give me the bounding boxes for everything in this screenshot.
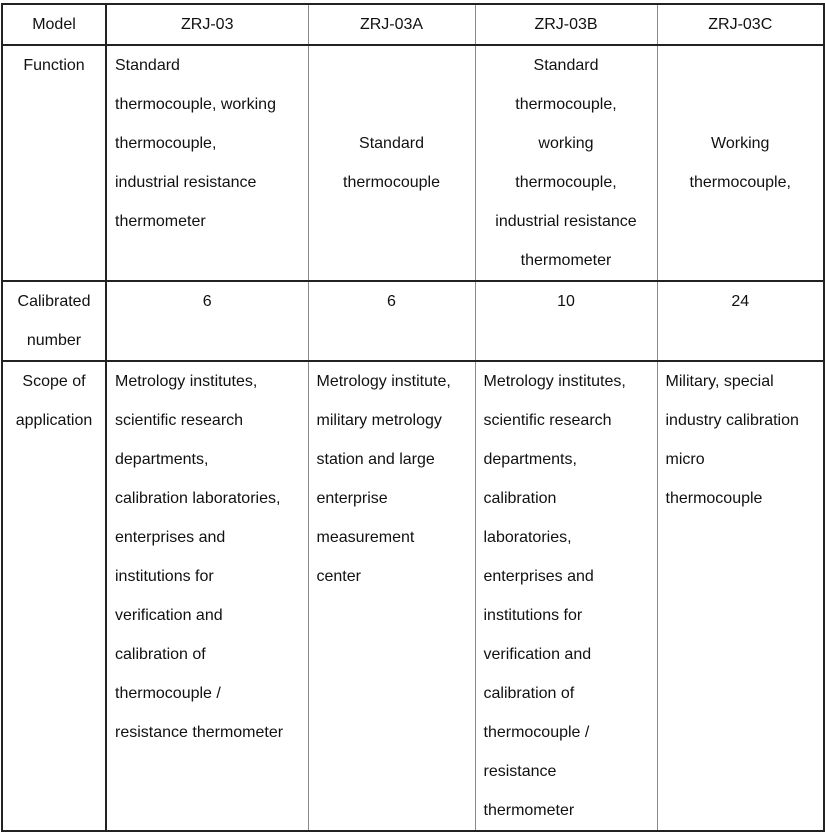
text-line: thermocouple / xyxy=(483,724,590,741)
number-value: 24 xyxy=(731,293,750,310)
text-line: working xyxy=(538,135,594,152)
text-line: thermometer xyxy=(483,802,575,819)
text-line: Metrology institutes, xyxy=(115,373,258,390)
header-row xyxy=(2,4,824,45)
text-line: station and large xyxy=(316,451,435,468)
text-line: resistance xyxy=(483,763,557,780)
text-line: departments, xyxy=(483,451,577,468)
text-line: enterprises and xyxy=(115,529,226,546)
text-line: Standard xyxy=(359,135,424,152)
scope-zrj03 xyxy=(106,361,308,831)
text-line: thermocouple xyxy=(343,174,440,191)
scope-zrj03a xyxy=(308,361,475,831)
text-line: Standard xyxy=(533,57,599,74)
text-line: thermocouple xyxy=(665,490,763,507)
text-line: center xyxy=(316,568,361,585)
model-label: Model xyxy=(32,16,76,33)
text-line: industry calibration xyxy=(665,412,799,429)
text-line: laboratories, xyxy=(483,529,572,546)
text-line: thermocouple / xyxy=(115,685,221,702)
text-line: calibration of xyxy=(115,646,206,663)
function-zrj03c xyxy=(657,45,824,281)
text-line: departments, xyxy=(115,451,209,468)
text-line: number xyxy=(26,332,82,349)
number-zrj03b xyxy=(475,281,657,361)
text-line: Working xyxy=(711,135,770,152)
model-name: ZRJ-03A xyxy=(359,16,424,33)
text-line: industrial resistance xyxy=(115,174,257,191)
text-line: application xyxy=(15,412,93,429)
text-line: Calibrated xyxy=(17,293,91,310)
scope-label-cell xyxy=(2,361,106,831)
text-line: military metrology xyxy=(316,412,442,429)
text-line: thermocouple, working xyxy=(115,96,276,113)
model-label-cell xyxy=(2,4,106,45)
text-line: measurement xyxy=(316,529,415,546)
text-line: verification and xyxy=(483,646,592,663)
number-zrj03 xyxy=(106,281,308,361)
text-line: enterprise xyxy=(316,490,388,507)
spec-table xyxy=(1,3,825,832)
number-label-cell xyxy=(2,281,106,361)
number-value: 6 xyxy=(387,293,396,310)
text-line: scientific research xyxy=(115,412,244,429)
text-line: Standard xyxy=(115,57,180,74)
function-zrj03 xyxy=(106,45,308,281)
text-line: thermometer xyxy=(520,252,612,269)
text-line: calibration laboratories, xyxy=(115,490,281,507)
calibrated-number-row xyxy=(2,281,824,361)
text-line: Metrology institute, xyxy=(316,373,451,390)
text-line: Metrology institutes, xyxy=(483,373,626,390)
function-row xyxy=(2,45,824,281)
text-line: Military, special xyxy=(665,373,774,390)
number-value: 10 xyxy=(557,293,575,310)
model-name: ZRJ-03C xyxy=(708,16,773,33)
model-name: ZRJ-03 xyxy=(181,16,234,33)
scope-zrj03c xyxy=(657,361,824,831)
text-line: verification and xyxy=(115,607,223,624)
model-header-zrj03b xyxy=(475,4,657,45)
scope-row xyxy=(2,361,824,831)
number-zrj03a xyxy=(308,281,475,361)
text-line: thermometer xyxy=(115,213,206,230)
text-line: Scope of xyxy=(22,373,86,390)
text-line: industrial resistance xyxy=(495,213,637,230)
function-zrj03a xyxy=(308,45,475,281)
model-name: ZRJ-03B xyxy=(534,16,598,33)
text-line: thermocouple, xyxy=(689,174,791,191)
text-line: calibration of xyxy=(483,685,575,702)
text-line: thermocouple, xyxy=(515,174,617,191)
model-header-zrj03a xyxy=(308,4,475,45)
model-header-zrj03c xyxy=(657,4,824,45)
text-line: micro xyxy=(665,451,705,468)
text-line: scientific research xyxy=(483,412,612,429)
text-line: institutions for xyxy=(115,568,214,585)
function-label: Function xyxy=(23,57,85,74)
number-value: 6 xyxy=(202,293,212,310)
text-line: institutions for xyxy=(483,607,583,624)
text-line: calibration xyxy=(483,490,557,507)
text-line: resistance thermometer xyxy=(115,724,284,741)
number-zrj03c xyxy=(657,281,824,361)
function-zrj03b xyxy=(475,45,657,281)
scope-zrj03b xyxy=(475,361,657,831)
function-label-cell xyxy=(2,45,106,281)
model-header-zrj03 xyxy=(106,4,308,45)
text-line: enterprises and xyxy=(483,568,594,585)
text-line: thermocouple, xyxy=(115,135,217,152)
text-line: thermocouple, xyxy=(515,96,617,113)
